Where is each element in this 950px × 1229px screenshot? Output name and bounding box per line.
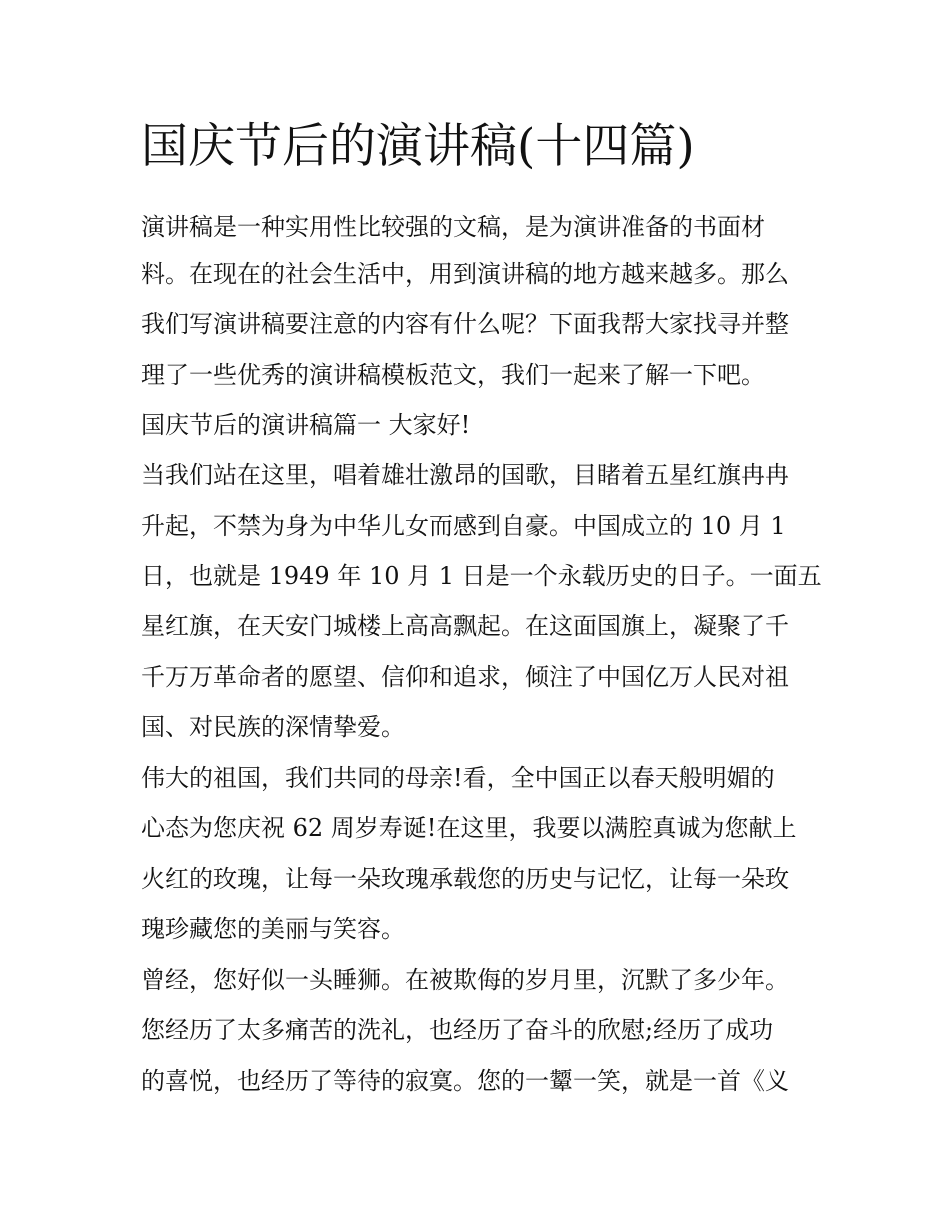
text-line: 日，也就是 1949 年 10 月 1 日是一个永载历史的日子。一面五 (141, 562, 822, 590)
text-line: 火红的玫瑰，让每一朵玫瑰承载您的历史与记忆，让每一朵玫 (141, 865, 789, 893)
text-line: 曾经，您好似一头睡狮。在被欺侮的岁月里，沉默了多少年。 (141, 966, 789, 994)
text-line: 升起，不禁为身为中华儿女而感到自豪。中国成立的 10 月 1 (141, 512, 786, 540)
text-line: 演讲稿是一种实用性比较强的文稿，是为演讲准备的书面材 (141, 213, 765, 241)
text-line: 理了一些优秀的演讲稿模板范文，我们一起来了解一下吧。 (141, 361, 765, 389)
text-line: 我们写演讲稿要注意的内容有什么呢？下面我帮大家找寻并整 (141, 310, 789, 338)
text-line: 国、对民族的深情挚爱。 (141, 713, 405, 741)
text-line: 星红旗，在天安门城楼上高高飘起。在这面国旗上，凝聚了千 (141, 612, 789, 640)
text-line: 的喜悦，也经历了等待的寂寞。您的一颦一笑，就是一首《义 (141, 1067, 789, 1095)
document-title: 国庆节后的演讲稿(十四篇) (141, 119, 695, 174)
text-line: 伟大的祖国，我们共同的母亲!看，全中国正以春天般明媚的 (141, 764, 775, 792)
text-line: 国庆节后的演讲稿篇一 大家好! (141, 411, 471, 439)
text-line: 心态为您庆祝 62 周岁寿诞!在这里，我要以满腔真诚为您献上 (141, 814, 797, 842)
text-line: 您经历了太多痛苦的洗礼，也经历了奋斗的欣慰;经历了成功 (141, 1016, 774, 1044)
text-line: 当我们站在这里，唱着雄壮激昂的国歌，目睹着五星红旗冉冉 (141, 461, 789, 489)
text-line: 瑰珍藏您的美丽与笑容。 (141, 915, 405, 943)
text-line: 料。在现在的社会生活中，用到演讲稿的地方越来越多。那么 (141, 260, 789, 288)
text-line: 千万万革命者的愿望、信仰和追求，倾注了中国亿万人民对祖 (141, 663, 789, 691)
